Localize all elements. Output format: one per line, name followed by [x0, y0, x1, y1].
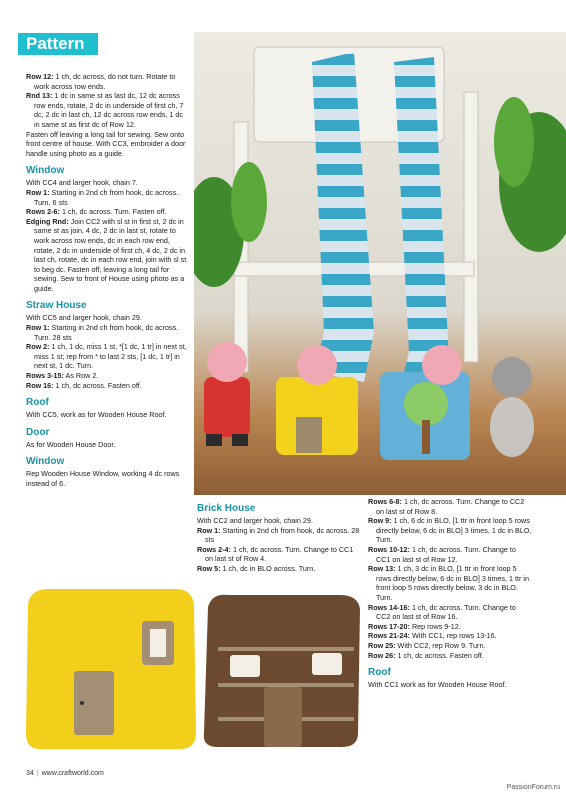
left-text-column [26, 72, 190, 489]
straw-row-1: Row 1: Starting in 2nd ch from hook, dc across. Turn. 28 sts [26, 323, 179, 342]
window-edging: Edging Rnd: Join CC2 with sl st in first st, 2 dc in same st as join, 4 dc, 2 dc in last st, rotate to work across row ends, dc in each row end, rotate, 2 dc in underside of first ch, 4 dc, 2 dc in last ch, rotate, dc in each row end, join with sl st to beg dc. Fasten off, leaving a long tail for sewing. Sew to front of House using photo as a guide. [26, 216, 187, 293]
blue-pouch-graphic [380, 345, 470, 460]
brick-row-13: Row 13: 1 ch, 3 dc in BLO, [1 ttr in front loop 5 rows directly below, 6 dc in BLO] 3 times, 1 ttr in front loop 5 rows directly below, 3 dc in BLO. Turn. [368, 564, 529, 602]
row-12: Row 12: 1 ch, dc across, do not turn. Rotate to work across row ends. [26, 72, 176, 91]
brick-rows-14-16: Rows 14-16: 1 ch, dc across. Turn. Change to CC2 on last st of Row 16. [368, 602, 516, 622]
middle-text-column [197, 503, 361, 574]
watermark: PassionForum.ru [506, 784, 560, 791]
brick-rows-2-4: Rows 2-4: 1 ch, dc across. Turn. Change to CC1 on last st of Row 4. [197, 544, 354, 564]
door-text: As for Wooden House Door. [26, 439, 116, 449]
window-heading: Window [26, 165, 65, 177]
section-label: Pattern [18, 33, 98, 55]
brick-row-5: Row 5: 1 ch, dc in BLO across. Turn. [197, 563, 316, 573]
brick-house-intro: With CC2 and larger hook, chain 29. [197, 516, 313, 525]
straw-row-16: Row 16: 1 ch, dc across. Fasten off. [26, 380, 142, 390]
brick-roof-heading: Roof [368, 667, 391, 679]
brick-rows-6-8: Rows 6-8: 1 ch, dc across. Turn. Change to CC2 on last st of Row 8. [368, 497, 525, 516]
yellow-house-graphic [26, 589, 196, 749]
photo-illustration [194, 32, 566, 495]
brick-row-25: Row 25: With CC2, rep Row 9. Turn. [368, 640, 486, 650]
wolf-toy-graphic [490, 357, 534, 457]
window2-text: Rep Wooden House Window, working 4 dc rows instead of 6. [26, 469, 180, 488]
brick-house-graphic [204, 595, 360, 747]
window-intro: With CC4 and larger hook, chain 7. [26, 178, 138, 188]
roof-heading: Roof [26, 397, 49, 409]
straw-house-heading: Straw House [26, 300, 87, 312]
page-number: 34 [26, 770, 34, 777]
brick-row-1: Row 1: Starting in 2nd ch from hook, dc across. 28 sts [197, 525, 360, 545]
brick-row-26: Row 26: 1 ch, dc across. Fasten off. [368, 650, 484, 660]
brick-house-heading: Brick House [197, 503, 256, 514]
straw-house-intro: With CC5 and larger hook, chain 29. [26, 313, 142, 323]
brick-rows-17-20: Rows 17-20: Rep rows 9-12. [368, 621, 461, 631]
window-rows-2-6: Rows 2-6: 1 ch, dc across. Turn. Fasten off. [26, 207, 167, 217]
plant-right-graphic [494, 97, 566, 252]
door-heading: Door [26, 426, 50, 438]
rnd-13: Rnd 13: 1 dc in same st as last dc, 12 dc across row ends, rotate, 2 dc in underside of first ch, 7 dc, 2 dc in last ch, 12 dc across row ends, 1 dc in same st as first dc of Row 12. [26, 91, 184, 129]
brick-roof-text: With CC1 work as for Wooden House Roof. [368, 680, 507, 690]
main-photo [194, 32, 566, 495]
straw-row-2: Row 2: 1 ch, 1 dc, miss 1 st, *[1 dc, 1 tr] in next st, miss 1 st; rep from * to last 2 sts, [1 dc, 1 tr] in next st, 1 dc. Turn. [26, 342, 187, 371]
window-row-1: Row 1: Starting in 2nd ch from hook, dc across. Turn. 6 sts [26, 187, 179, 207]
pig-toy-left-graphic [204, 342, 250, 446]
straw-rows-3-15: Rows 3-15: As Row 2. [26, 371, 99, 381]
right-text-column [368, 497, 532, 690]
bottom-photo [22, 583, 367, 755]
footer-website: www.craftworld.com [41, 770, 104, 777]
footer-separator: | [36, 770, 39, 777]
brick-rows-10-12: Rows 10-12: 1 ch, dc across. Turn. Change to CC1 on last st of Row 12. [368, 544, 516, 564]
page-footer [26, 770, 104, 777]
window2-heading: Window [26, 456, 65, 468]
intro-note: Fasten off leaving a long tail for sewing. Sew onto front centre of house. With CC3, embroider a door handle using photo as a guide. [26, 129, 186, 158]
roof-text: With CC5, work as for Wooden House Roof. [26, 410, 167, 420]
brick-rows-21-24: Rows 21-24: With CC1, rep rows 13-16. [368, 631, 497, 641]
houses-illustration [22, 583, 367, 755]
brick-row-9: Row 9: 1 ch, 6 dc in BLO, [1 ttr in front loop 5 rows directly below, 6 dc in BLO] 3 times, 1 dc in BLO. Turn. [368, 516, 532, 545]
